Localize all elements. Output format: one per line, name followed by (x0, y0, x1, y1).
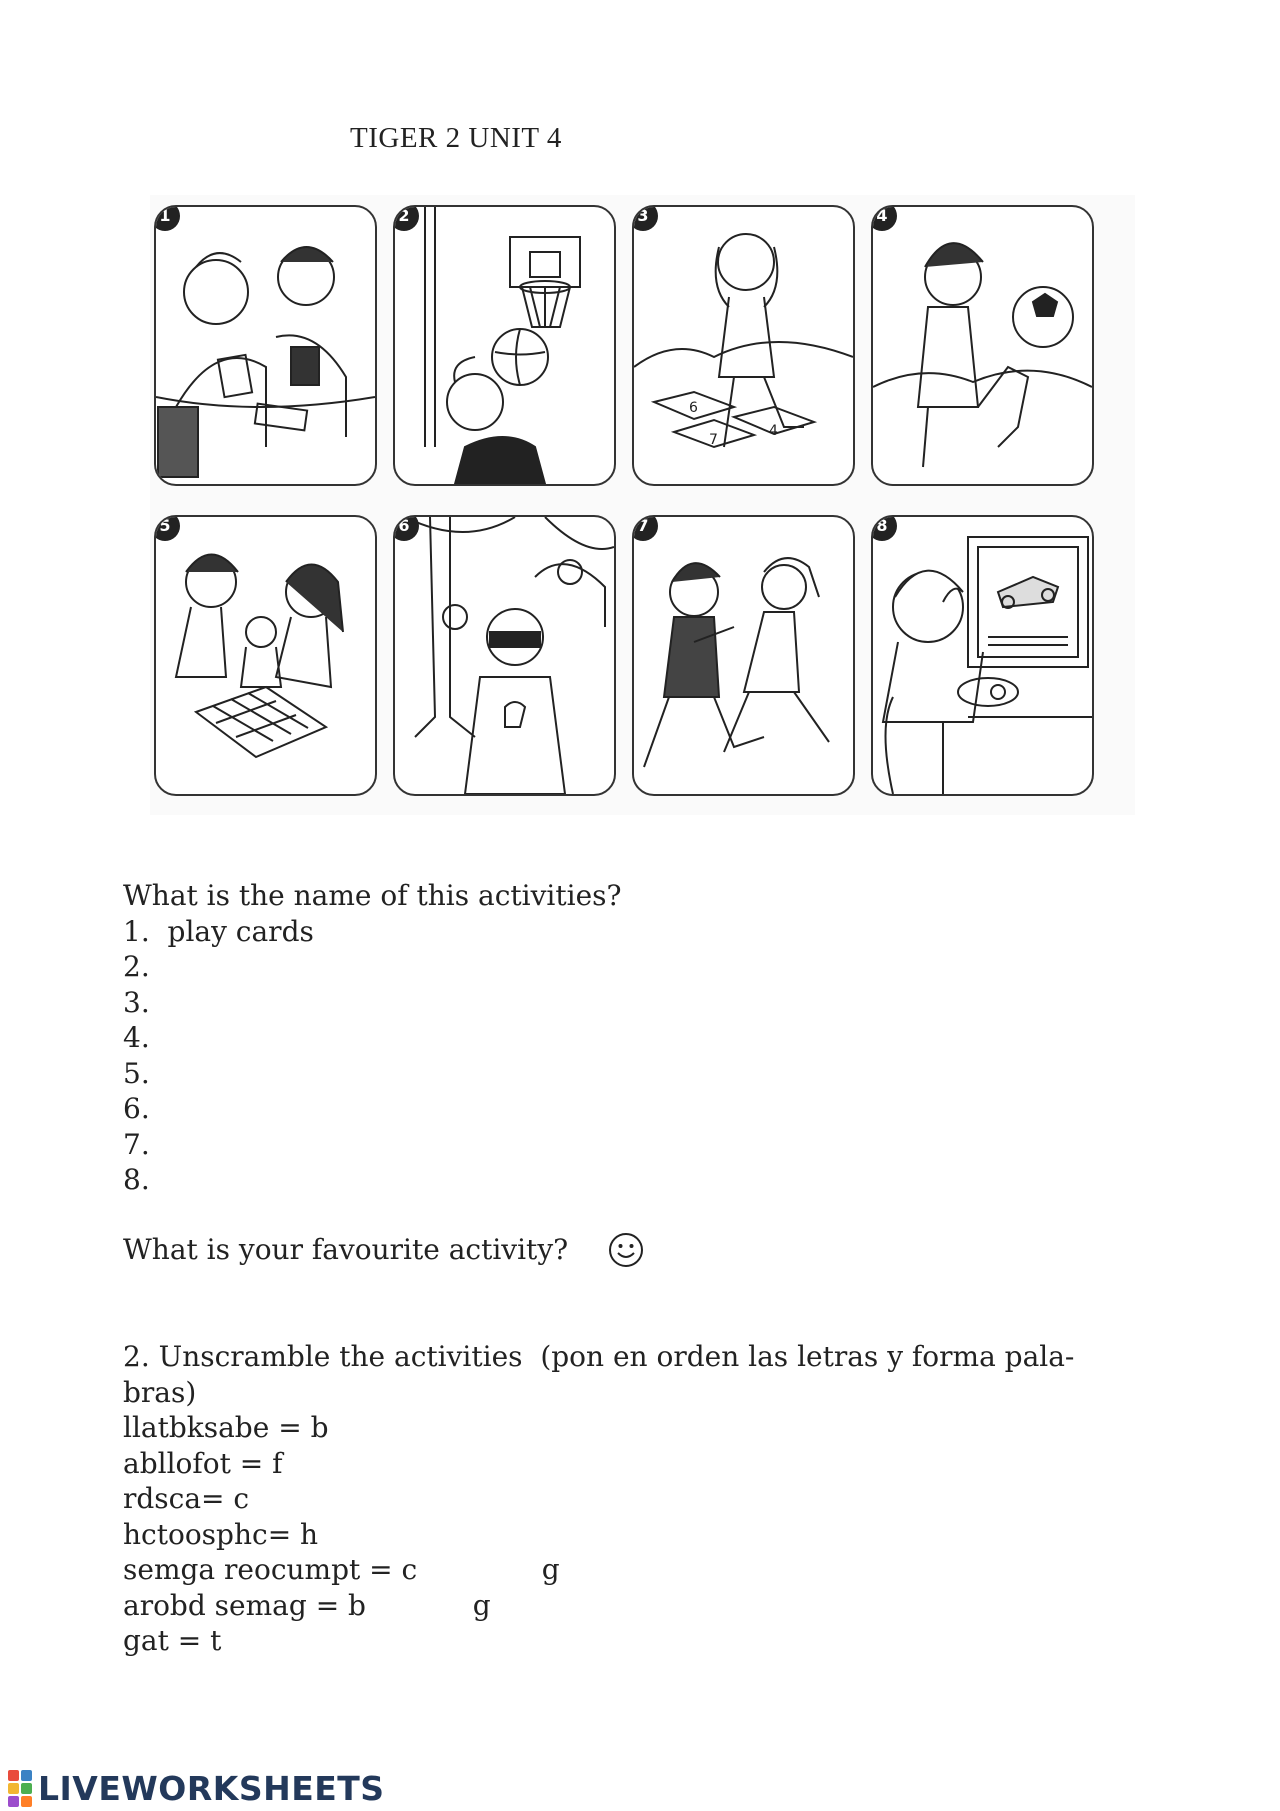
section-1 (123, 878, 622, 1198)
unscramble-item[interactable]: rdsca= c (123, 1482, 250, 1515)
panel-3 (632, 205, 855, 486)
brand-name: LIVEWORKSHEETS (38, 1768, 385, 1808)
logo-square (21, 1783, 32, 1794)
logo-square (8, 1796, 19, 1807)
panel-6 (393, 515, 616, 796)
answer-line[interactable]: 5. (123, 1056, 150, 1090)
panel-5 (154, 515, 377, 796)
panel-number: 1 (154, 205, 180, 231)
question-activities-name: What is the name of this activities? (123, 879, 622, 912)
svg-text:4: 4 (769, 423, 778, 439)
panel-number: 3 (632, 205, 658, 231)
unscramble-heading-cont: bras) (123, 1375, 197, 1409)
panel-4 (871, 205, 1094, 486)
panel-number: 5 (154, 515, 180, 541)
answer-line[interactable]: 6. (123, 1092, 150, 1125)
panel-1 (154, 205, 377, 486)
unscramble-item[interactable]: gat = t (123, 1624, 222, 1657)
computer-games-illustration (873, 517, 1092, 794)
favourite-question: What is your favourite activity? (123, 1233, 569, 1266)
logo-square (8, 1783, 19, 1794)
hide-and-seek-illustration (395, 517, 614, 794)
panel-number: 2 (393, 205, 419, 231)
answer-line[interactable]: 8. (123, 1163, 150, 1196)
svg-text:6: 6 (689, 400, 698, 416)
answer-line[interactable]: 1. play cards (123, 914, 314, 948)
play-cards-illustration (156, 207, 375, 484)
smiley-face-icon (608, 1232, 644, 1268)
answer-line[interactable]: 4. (123, 1021, 150, 1054)
board-games-illustration (156, 517, 375, 794)
hopscotch-illustration (634, 207, 853, 484)
unscramble-item[interactable]: llatbksabe = b (123, 1411, 329, 1444)
panel-8 (871, 515, 1094, 796)
panel-number: 8 (871, 515, 897, 541)
panel-2 (393, 205, 616, 486)
panel-7 (632, 515, 855, 796)
activities-illustration-grid (150, 195, 1135, 815)
unscramble-item[interactable]: abllofot = f (123, 1446, 283, 1480)
answer-line[interactable]: 7. (123, 1127, 150, 1161)
section-2 (123, 1339, 1074, 1659)
panel-number: 7 (632, 515, 658, 541)
liveworksheets-logo-icon (8, 1770, 32, 1807)
football-illustration (873, 207, 1092, 484)
unscramble-heading: 2. Unscramble the activities (pon en orden las letras y forma pala- (123, 1340, 1075, 1373)
svg-text:7: 7 (709, 432, 718, 448)
unscramble-item[interactable]: hctoosphc= h (123, 1517, 319, 1551)
unscramble-item[interactable]: arobd semag = b g (123, 1588, 491, 1622)
footer-logo[interactable] (8, 1770, 385, 1806)
logo-square (21, 1796, 32, 1807)
panel-number: 4 (871, 205, 897, 231)
logo-square (21, 1770, 32, 1781)
panel-number: 6 (393, 515, 419, 541)
logo-square (8, 1770, 19, 1781)
answer-line[interactable]: 2. (123, 950, 150, 983)
tag-illustration (634, 517, 853, 794)
basketball-illustration (395, 207, 614, 484)
worksheet-title: TIGER 2 UNIT 4 (350, 122, 562, 154)
answer-line[interactable]: 3. (123, 985, 150, 1019)
unscramble-item[interactable]: semga reocumpt = c g (123, 1553, 560, 1586)
